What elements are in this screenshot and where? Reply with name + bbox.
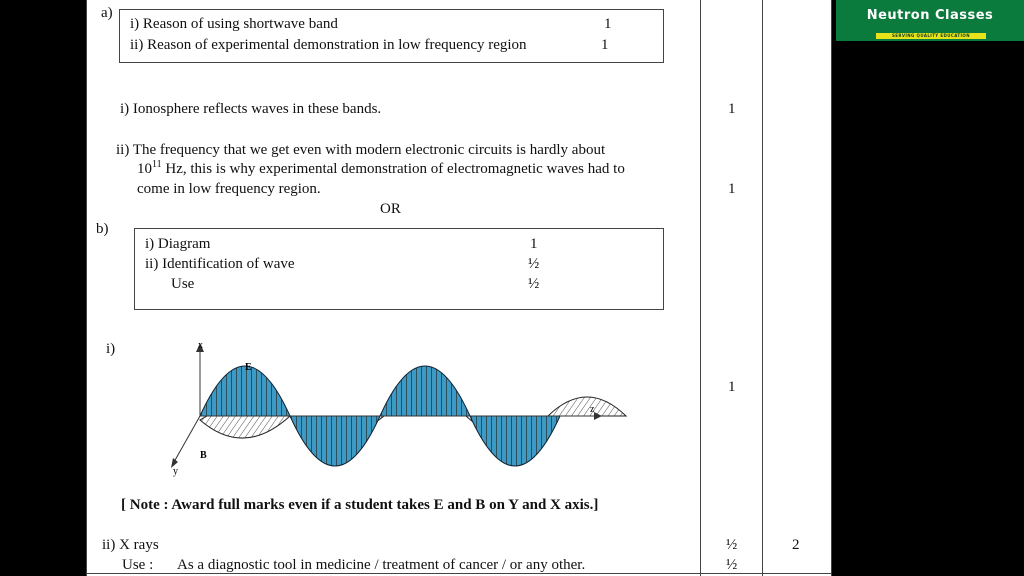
answer-a-ii-line3: come in low frequency region. [137,181,321,197]
answer-b-ii-marks: ½ [726,537,738,553]
scheme-b-row3-marks: ½ [528,276,540,292]
diagram-label: i) [106,341,116,357]
use-text: As a diagnostic tool in medicine / treatment of cancer / or any other. [177,557,586,573]
answer-a-ii-line2: $10^{11}$ Hz, this is why experimental demonstration of electromagnetic waves had to [137,159,625,177]
logo-tagline: SERVING QUALITY EDUCATION [876,33,986,39]
neutron-classes-logo [836,0,1024,41]
b-field-label: B [200,450,207,461]
answer-a-i: i) Ionosphere reflects waves in these bands. [120,101,382,117]
part-a-scheme-box [119,9,664,63]
y-axis-label: y [173,466,178,477]
x-axis-label: x [198,340,203,351]
or-separator: OR [380,201,401,217]
scheme-a-row2: ii) Reason of experimental demonstration in low frequency region [130,37,527,53]
answer-b-ii: ii) X rays [102,537,159,553]
scheme-b-row2-marks: ½ [528,256,540,272]
page-left-border [86,0,87,576]
em-wave-diagram [174,338,604,480]
y-axis [174,416,200,462]
answer-a-ii-line1: ii) The frequency that we get even with modern electronic circuits is hardly about [116,142,606,158]
diagram-marks: 1 [728,379,736,395]
use-marks: ½ [726,557,738,573]
answer-a-ii-marks: 1 [728,181,736,197]
scheme-b-row2: ii) Identification of wave [145,256,295,272]
marking-note: [ Note : Award full marks even if a student takes E and B on Y and X axis.] [121,497,599,513]
page-right-border [831,0,832,576]
e-field-label: E [245,362,252,373]
part-a-label: a) [101,5,113,21]
logo-title: Neutron Classes [866,8,994,23]
part-b-scheme-box [134,228,664,310]
marking-scheme-page [86,0,832,576]
answer-a-i-marks: 1 [728,101,736,117]
b-field-loop-4 [548,397,626,416]
scheme-b-row1-marks: 1 [530,236,538,252]
scheme-b-row3: Use [171,276,195,292]
scheme-a-row1-marks: 1 [604,16,612,32]
total-column-divider [762,0,763,576]
marks-column-divider [700,0,701,576]
scheme-b-row1: i) Diagram [145,236,211,252]
question-total-marks: 2 [792,537,800,553]
scheme-a-row1: i) Reason of using shortwave band [130,16,338,32]
z-axis-label: z [590,404,595,415]
scheme-a-row2-marks: 1 [601,37,609,53]
use-label: Use : [122,557,154,573]
part-b-label: b) [96,221,109,237]
